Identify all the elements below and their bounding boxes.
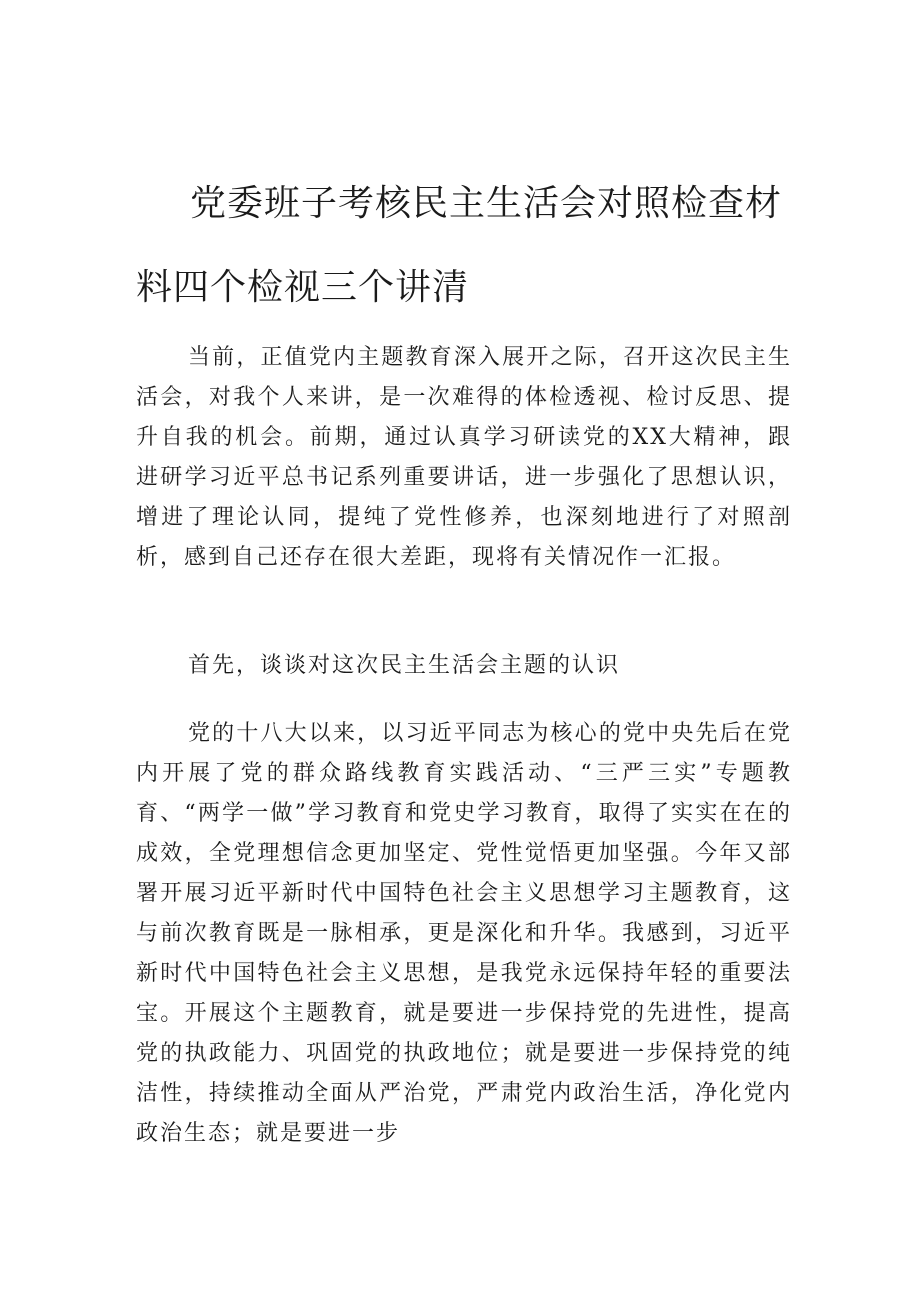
document-title-line-2: 料四个检视三个讲清 (136, 267, 470, 308)
paragraph-section-heading: 首先，谈谈对这次民主生活会主题的认识 (188, 653, 621, 678)
paragraph-body: 党的十八大以来，以习近平同志为核心的党中央先后在党内开展了党的群众路线教育实践活动、“三严三实”专题教育、“两学一做”学习教育和党史学习教育，取得了实实在在的成效，全党理想信念更加坚定、党性觉悟更加坚强。今年又部署开展习近平新时代中国特色社会主义思想学习主题教育，这与前次教育既是一脉相承，更是深化和升华。我感到，习近平新时代中国特色社会主义思想，是我党永远保持年轻的重要法宝。开展这个主题教育，就是要进一步保持党的先进性，提高党的执政能力、巩固党的执政地位；就是要进一步保持党的纯洁性，持续推动全面从严治党，严肃党内政治生活，净化党内政治生态；就是要进一步 (136, 721, 792, 1146)
paragraph-intro: 当前，正值党内主题教育深入展开之际，召开这次民主生活会，对我个人来讲，是一次难得的体检透视、检讨反思、提升自我的机会。前期，通过认真学习研读党的XX大精神，跟进研学习近平总书记系列重要讲话，进一步强化了思想认识，增进了理论认同，提纯了党性修养，也深刻地进行了对照剖析，感到自己还存在很大差距，现将有关情况作一汇报。 (136, 345, 792, 570)
document-title-line-1: 党委班子考核民主生活会对照检查材 (190, 183, 783, 224)
